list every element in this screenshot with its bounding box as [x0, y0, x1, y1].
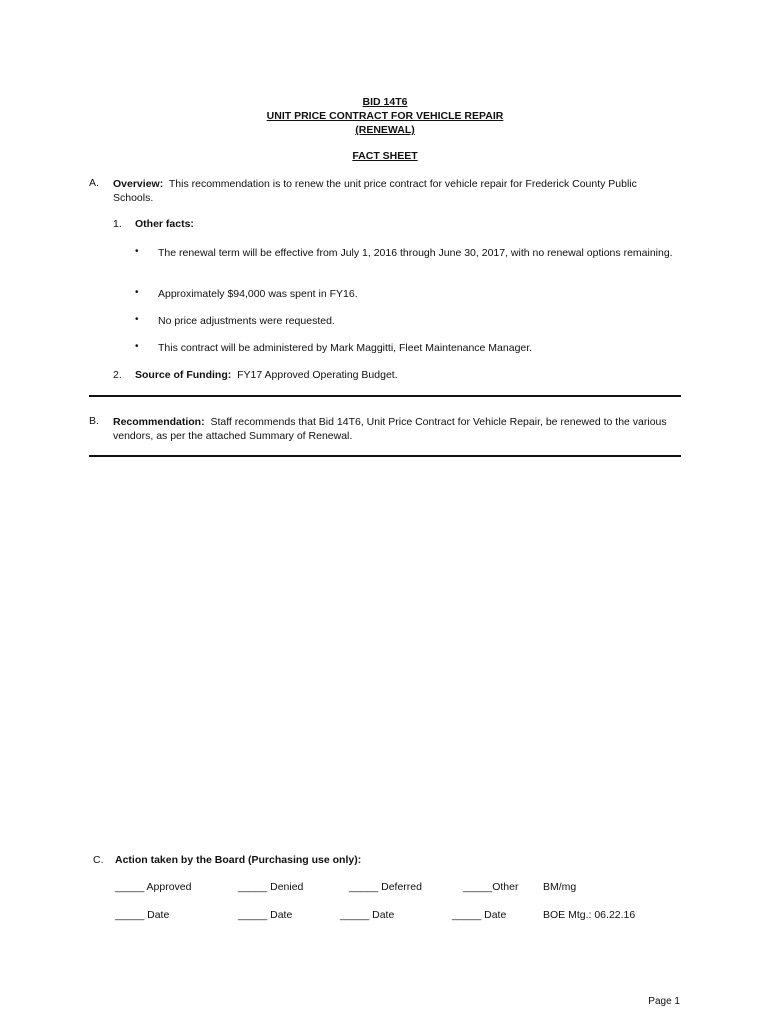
overview-text: This recommendation is to renew the unit price contract for vehicle repair for Frederick County Public Schools.	[113, 178, 637, 204]
funding-line	[135, 369, 398, 381]
bullet-icon: •	[135, 246, 139, 257]
date-field: _____ Date	[115, 909, 170, 921]
deferred-field: _____ Deferred	[349, 881, 422, 893]
recommendation-text: Staff recommends that Bid 14T6, Unit Price Contract for Vehicle Repair, be renewed to the various vendors, as per the attached Summary of Renewal.	[113, 416, 667, 442]
date-field: _____ Date	[452, 909, 507, 921]
denied-field: _____ Denied	[238, 881, 304, 893]
other-facts-number: 1.	[113, 218, 122, 230]
approved-field: _____ Approved	[115, 881, 192, 893]
overview-label: Overview:	[113, 178, 164, 190]
section-b-letter: B.	[89, 415, 99, 427]
section-divider	[89, 455, 681, 457]
fact-sheet-heading: FACT SHEET	[352, 150, 418, 162]
date-field: _____ Date	[238, 909, 293, 921]
section-c-letter: C.	[93, 854, 104, 866]
bullet-icon: •	[135, 341, 139, 352]
fact-bullet-1: The renewal term will be effective from July 1, 2016 through June 30, 2017, with no renewal options remaining.	[158, 247, 673, 259]
bid-number: BID 14T6	[362, 96, 408, 108]
fact-bullet-4: This contract will be administered by Mark Maggitti, Fleet Maintenance Manager.	[158, 342, 533, 354]
page-number: Page 1	[648, 996, 680, 1007]
fact-bullet-3: No price adjustments were requested.	[158, 315, 335, 327]
renewal-label: (RENEWAL)	[355, 124, 415, 136]
recommendation-paragraph	[113, 415, 683, 443]
other-field: _____Other	[463, 881, 519, 893]
funding-label: Source of Funding:	[135, 369, 232, 381]
document-title: UNIT PRICE CONTRACT FOR VEHICLE REPAIR	[266, 110, 504, 122]
section-a-letter: A.	[89, 177, 99, 189]
fact-bullet-2: Approximately $94,000 was spent in FY16.	[158, 288, 358, 300]
date-field: _____ Date	[340, 909, 395, 921]
overview-paragraph	[113, 177, 673, 205]
other-facts-label: Other facts:	[135, 218, 194, 230]
section-divider	[89, 395, 681, 397]
recommendation-label: Recommendation:	[113, 416, 205, 428]
initials: BM/mg	[543, 881, 577, 893]
funding-number: 2.	[113, 369, 122, 381]
funding-text: FY17 Approved Operating Budget.	[237, 369, 398, 381]
bullet-icon: •	[135, 314, 139, 325]
boe-meeting-date: BOE Mtg.: 06.22.16	[543, 909, 636, 921]
bullet-icon: •	[135, 287, 139, 298]
board-action-label: Action taken by the Board (Purchasing use only):	[115, 854, 362, 866]
